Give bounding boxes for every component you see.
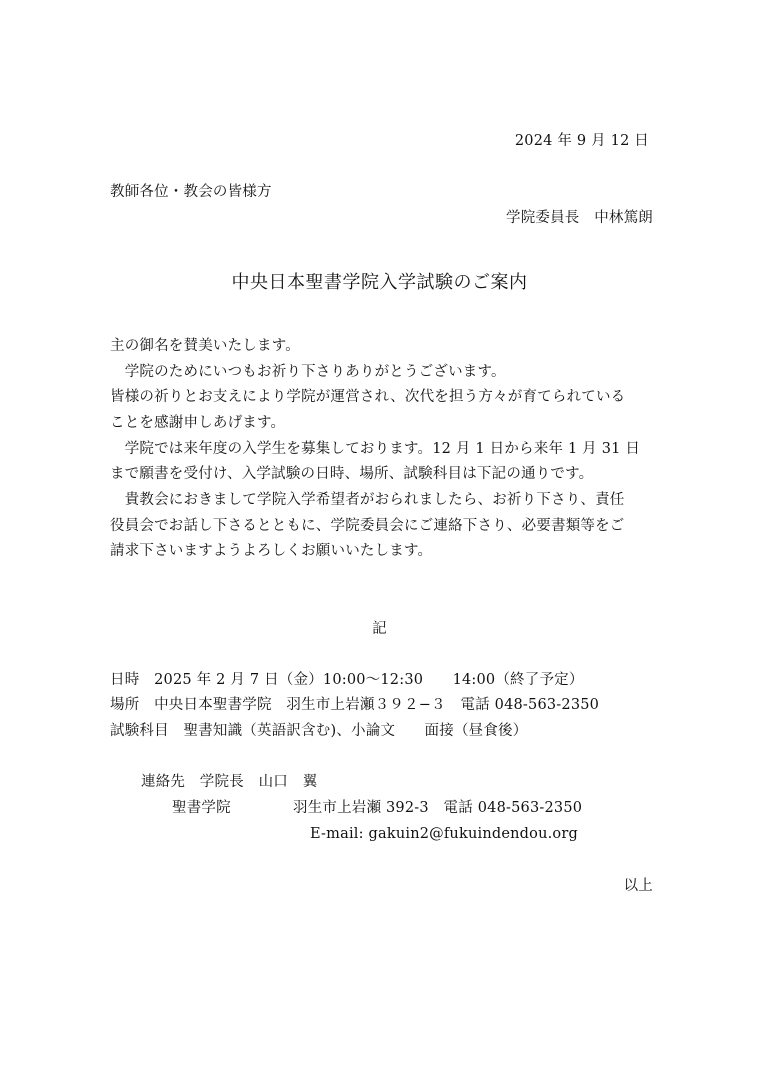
contact-school-name: 聖書学院 <box>172 800 231 816</box>
body-line-1: 主の御名を賛美いたします。 <box>110 338 300 354</box>
body-line-8: 役員会でお話し下さるとともに、学院委員会にご連絡下さり、必要書類等をご <box>110 518 625 534</box>
body-line-2: 学院のためにいつもお祈り下さりありがとうございます。 <box>110 364 506 380</box>
closing: 以上 <box>623 878 653 894</box>
exam-place: 場所 中央日本聖書学院 羽生市上岩瀬３９２−３ 電話 048-563-2350 <box>110 697 600 713</box>
contact-address: 羽生市上岩瀬 392-3 電話 048-563-2350 <box>293 800 583 816</box>
body-line-7: 貴教会におきまして学院入学希望者がおられましたら、お祈り下さり、責任 <box>110 492 625 508</box>
body-line-3: 皆様の祈りとお支えにより学院が運営され、次代を担う方々が育てられている <box>110 389 626 405</box>
sender: 学院委員長 中林篤朗 <box>506 210 653 226</box>
body-line-6: まで願書を受付け、入学試験の日時、場所、試験科目は下記の通りです。 <box>110 466 594 482</box>
contact-line: 連絡先 学院長 山口 翼 <box>141 774 318 790</box>
date: 2024 年 9 月 12 日 <box>514 133 649 149</box>
recipient: 教師各位・教会の皆様方 <box>110 184 272 200</box>
contact-email: E-mail: gakuin2@fukuindendou.org <box>310 826 578 842</box>
exam-subjects: 試験科目 聖書知識（英語訳含む)、小論文 面接（昼食後） <box>110 723 528 739</box>
document-title: 中央日本聖書学院入学試験のご案内 <box>231 272 528 293</box>
ki-heading: 記 <box>372 621 387 637</box>
body-line-5: 学院では来年度の入学生を募集しております。12 月 1 日から来年 1 月 31 日 <box>110 441 641 457</box>
exam-datetime: 日時 2025 年 2 月 7 日（金）10:00～12:30 14:00（終了予定） <box>110 672 584 688</box>
body-line-9: 請求下さいますようよろしくお願いいたします。 <box>110 543 433 559</box>
body-line-4: ことを感謝申しあげます。 <box>110 415 286 431</box>
